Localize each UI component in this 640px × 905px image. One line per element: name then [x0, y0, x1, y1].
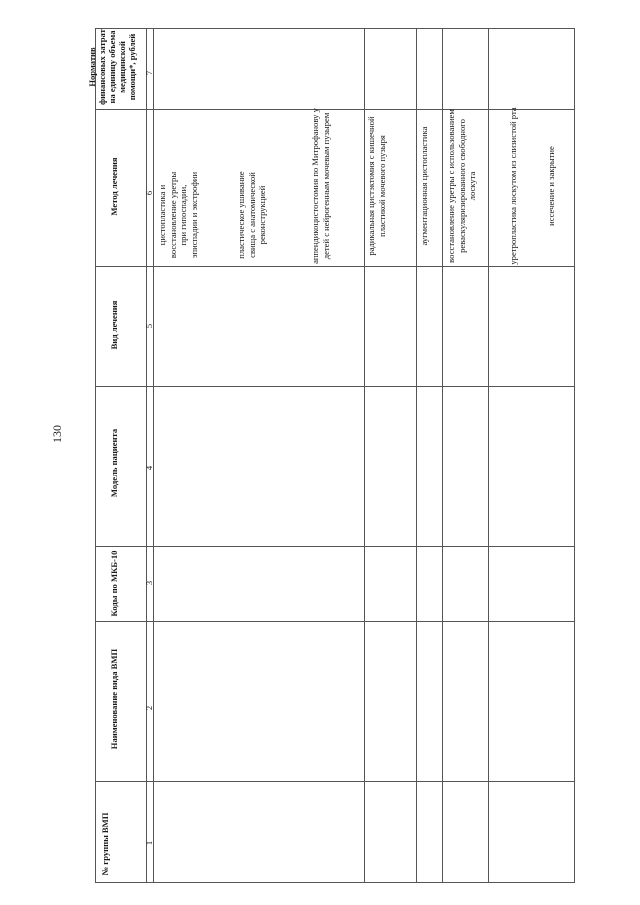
header-icd-codes: Коды по МКБ-10 — [109, 550, 119, 617]
table-divider — [96, 109, 574, 110]
method-text: пластическое ушивание свища с анатомической реконструкцией — [236, 171, 268, 259]
method-text: восстановление уретры с использованием реваскуляризированного свободного лоскута — [446, 109, 478, 263]
data-table — [87, 28, 575, 883]
column-number: 5 — [144, 323, 154, 329]
page-number: 130 — [50, 425, 64, 443]
method-text: иссечение и закрытие — [546, 146, 556, 226]
header-vmp-name: Наименование вида ВМП — [109, 648, 119, 750]
column-number: 4 — [144, 465, 154, 471]
table-divider — [364, 29, 365, 882]
table-divider — [96, 266, 574, 267]
method-text: уретропластика лоскутом из слизистой рта — [508, 107, 518, 265]
table-divider — [96, 621, 574, 622]
column-number: 1 — [144, 840, 154, 846]
table-divider — [96, 386, 574, 387]
table-divider — [96, 781, 574, 782]
table-divider — [488, 29, 489, 882]
method-text: радикальная цистэктомия с кишечной пластикой мочевого пузыря — [366, 116, 387, 256]
header-treatment-type: Вид лечения — [109, 300, 119, 350]
table-divider — [416, 29, 417, 882]
method-text: аппендикоцистостомия по Митрофанову у детей с нейрогенным мочевым пузырем — [310, 108, 331, 264]
column-number: 6 — [144, 190, 154, 196]
method-text: аугментационная цистопластика — [419, 126, 429, 246]
column-number: 3 — [144, 580, 154, 586]
table-divider — [153, 29, 154, 882]
table-divider — [442, 29, 443, 882]
method-text: цистопластика и восстановление уретры при гипоспадии, эписпадии и экстрофии — [157, 171, 200, 259]
header-group-number: № группы ВМП — [100, 812, 110, 876]
table-divider — [96, 546, 574, 547]
header-treatment-method: Метод лечения — [109, 157, 119, 216]
column-number: 2 — [144, 705, 154, 711]
header-patient-model: Модель пациента — [109, 428, 119, 498]
column-number: 7 — [144, 70, 154, 76]
table-divider — [146, 29, 147, 882]
header-cost-norm: Норматив финансовых затрат на единицу объема медицинской помощи*, рублей — [87, 29, 137, 105]
